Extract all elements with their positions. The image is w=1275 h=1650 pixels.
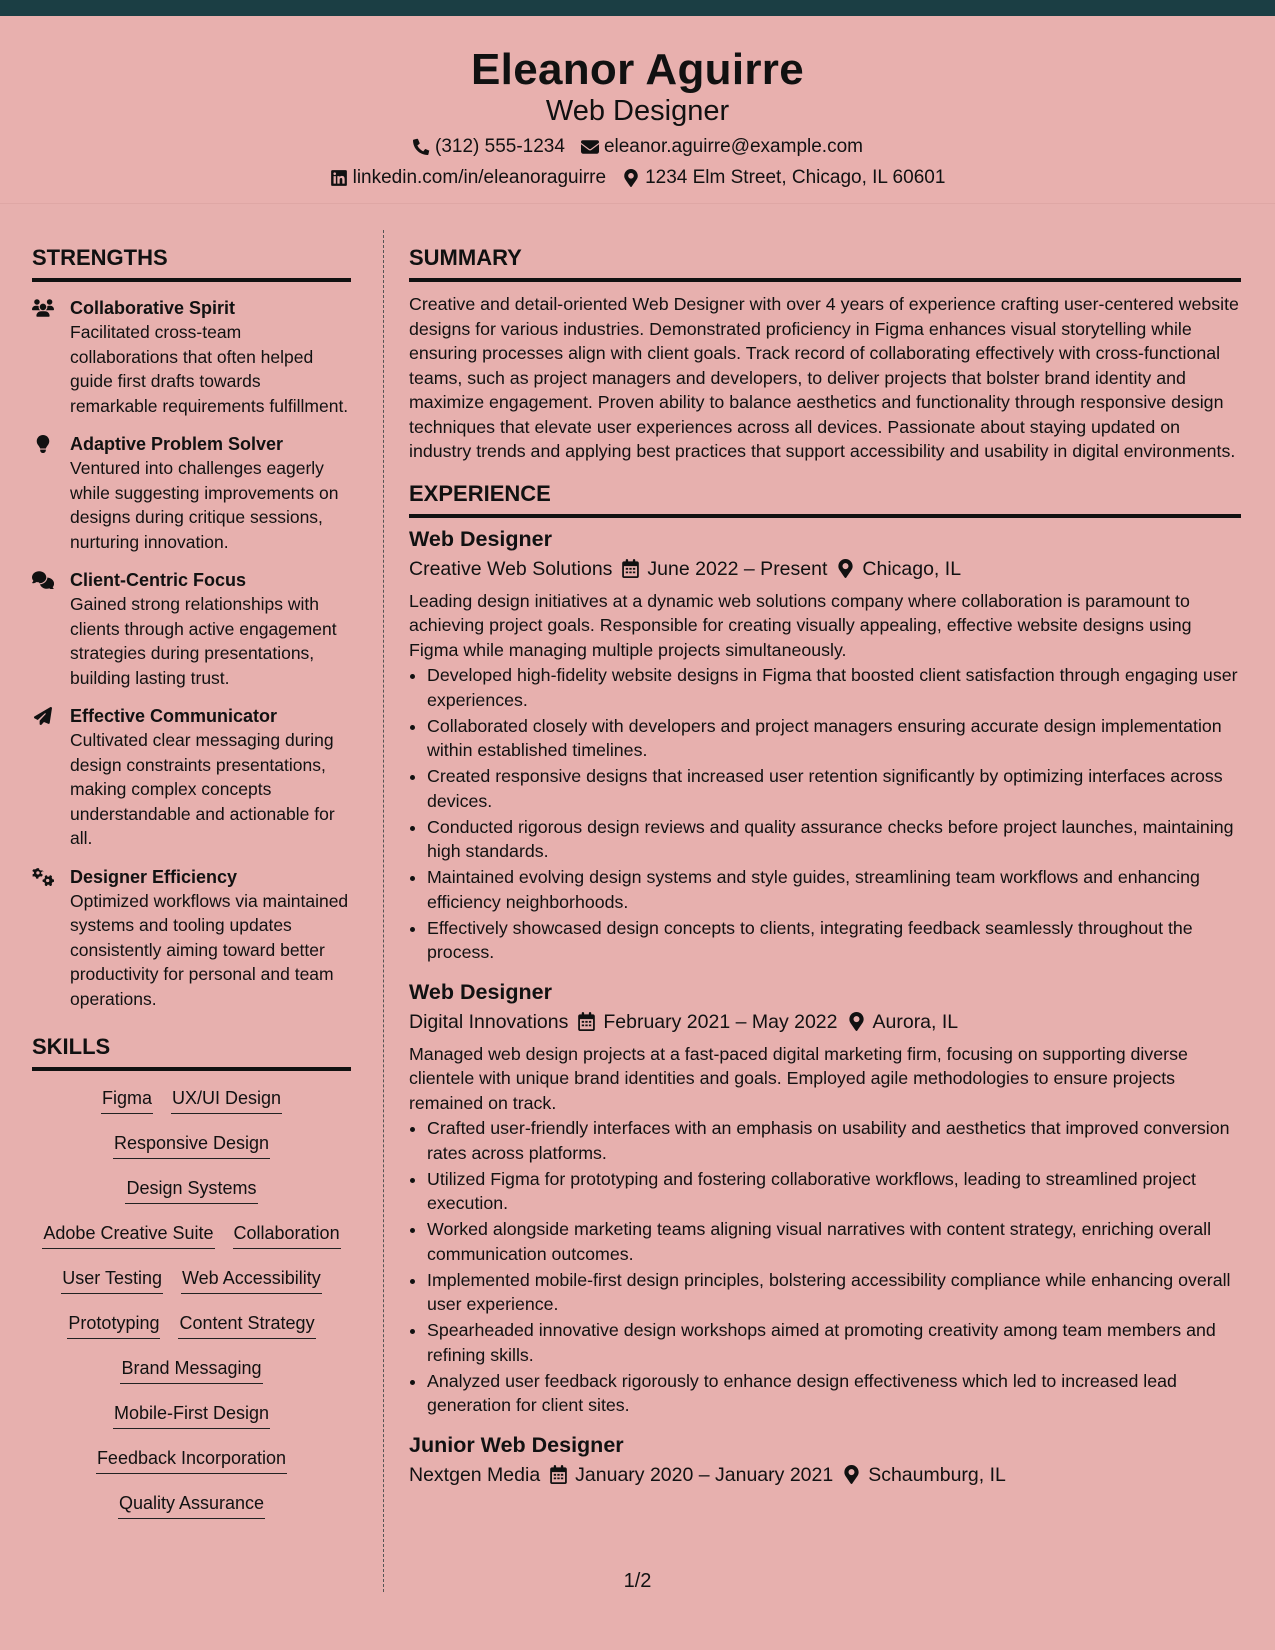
gears-icon (32, 868, 54, 886)
left-column (32, 244, 351, 1535)
skill-tag: Figma (101, 1085, 153, 1114)
skill-tag: Mobile-First Design (113, 1400, 270, 1429)
strength-desc: Cultivated clear messaging during design constraints presentations, making complex concepts understandable and actionable for all. (70, 730, 335, 848)
skills-heading: SKILLS (32, 1033, 351, 1071)
job-entry (409, 1430, 1241, 1489)
skill-tag: Prototyping (67, 1310, 160, 1339)
phone-contact (412, 135, 565, 159)
users-icon (32, 299, 54, 317)
skill-row (32, 1130, 351, 1175)
strength-item (32, 568, 351, 690)
skill-tag: Content Strategy (178, 1310, 315, 1339)
contact-line-2 (0, 166, 1275, 190)
experience-list (409, 524, 1241, 1489)
strength-title: Effective Communicator (70, 706, 278, 726)
skill-tag: Design Systems (125, 1175, 257, 1204)
job-bullet: • Developed high-fidelity website designs in Figma that boosted client satisfaction through engaging user experiences. (427, 663, 1241, 712)
email-text[interactable]: eleanor.aguirre@example.com (603, 136, 863, 157)
job-company: Digital Innovations (409, 1010, 569, 1033)
strength-title: Client-Centric Focus (70, 570, 247, 590)
skill-tag: User Testing (61, 1265, 163, 1294)
skill-row (32, 1355, 351, 1400)
skill-row (32, 1265, 351, 1310)
skill-tag: Collaboration (233, 1220, 341, 1249)
strength-title: Designer Efficiency (70, 866, 238, 887)
job-bullet: • Worked alongside marketing teams aligning visual narratives with content strategy, enriching overall communication outcomes. (427, 1217, 1241, 1266)
lightbulb-icon (32, 435, 54, 453)
candidate-title: Web Designer (545, 95, 730, 127)
job-dates-text: February 2021 – May 2022 (603, 1010, 838, 1033)
comments-icon (32, 571, 54, 589)
resume-header (0, 16, 1275, 204)
address-contact (622, 166, 945, 190)
envelope-icon (581, 138, 599, 156)
top-accent-bar (0, 0, 1275, 16)
skill-tag: Brand Messaging (120, 1355, 262, 1384)
job-bullet: • Analyzed user feedback rigorously to enhance design effectiveness which led to increased lead generation for client sites. (427, 1369, 1241, 1418)
header-divider (0, 203, 1275, 204)
skills-list (32, 1085, 351, 1535)
map-pin-icon (837, 559, 854, 578)
skill-tag: Feedback Incorporation (96, 1445, 287, 1474)
skill-row (32, 1220, 351, 1265)
strength-desc: Gained strong relationships with clients through active engagement strategies during presentations, building lasting trust. (70, 594, 337, 688)
map-pin-icon (848, 1012, 865, 1031)
skill-row (32, 1400, 351, 1445)
job-title: Web Designer (409, 526, 552, 551)
job-description: Managed web design projects at a fast-paced digital marketing firm, focusing on supporting diverse clientele with unique brand identities and goals. Employed agile methodologies to ensure projects remained on track. (409, 1043, 1188, 1113)
skill-row (32, 1310, 351, 1355)
job-entry (409, 524, 1241, 965)
job-bullet: • Implemented mobile-first design principles, bolstering accessibility compliance while enhancing overall user experience. (427, 1268, 1241, 1317)
contact-line-1 (0, 135, 1275, 159)
skill-tag: Quality Assurance (118, 1490, 265, 1519)
page-number: 1/2 (623, 1570, 652, 1592)
job-description: Leading design initiatives at a dynamic web solutions company where collaboration is paramount to achieving project goals. Responsible for creating visually appealing, effective website designs using Figma while managing multiple projects simultaneously. (409, 590, 1192, 660)
job-location-text: Schaumburg, IL (868, 1463, 1006, 1486)
job-dates-text: June 2022 – Present (647, 557, 828, 580)
job-entry (409, 977, 1241, 1418)
job-bullet: • Conducted rigorous design reviews and quality assurance checks before project launches, maintaining high standards. (427, 815, 1241, 864)
phone-text: (312) 555-1234 (435, 136, 565, 157)
job-company: Creative Web Solutions (409, 557, 613, 580)
strength-item (32, 296, 351, 418)
paper-plane-icon (32, 707, 54, 725)
linkedin-text[interactable]: linkedin.com/in/eleanoraguirre (352, 167, 607, 188)
summary-text: Creative and detail-oriented Web Designer with over 4 years of experience crafting user-centered website designs for various industries. Demonstrated proficiency in Figma enhances visual storytelling while ensuring processes align with client goals. Track record of collaborating effectively with cross-functional teams, such as project managers and developers, to deliver projects that bolster brand identity and maximize engagement. Proven ability to balance aesthetics and functionality through responsive design techniques that elevate user experiences across all devices. Passionate about staying updated on industry trends and applying best practices that support accessibility and usability in digital environments. (409, 294, 1239, 461)
job-bullet: • Collaborated closely with developers and project managers ensuring accurate design implementation within established timelines. (427, 714, 1241, 763)
job-dates-text: January 2020 – January 2021 (575, 1463, 834, 1486)
job-meta (409, 1008, 1241, 1036)
strength-item (32, 432, 351, 554)
job-location (843, 1461, 1006, 1489)
job-bullet: • Crafted user-friendly interfaces with an emphasis on usability and aesthetics that improved conversion rates across platforms. (427, 1116, 1241, 1165)
address-text: 1234 Elm Street, Chicago, IL 60601 (645, 167, 946, 188)
job-bullet: • Spearheaded innovative design workshops aimed at promoting creativity among team members and refining skills. (427, 1318, 1241, 1367)
skill-row (32, 1085, 351, 1130)
job-dates (550, 1461, 833, 1489)
column-divider (383, 230, 384, 1592)
strengths-heading: STRENGTHS (32, 244, 351, 282)
phone-icon (412, 138, 430, 156)
job-bullet: • Maintained evolving design systems and style guides, streamlining team workflows and enhancing efficiency neighborhoods. (427, 865, 1241, 914)
strength-desc: Optimized workflows via maintained systems and tooling updates consistently aiming toward better productivity for personal and team operations. (70, 890, 349, 1009)
job-meta (409, 1461, 1241, 1489)
skill-row (32, 1175, 351, 1220)
calendar-icon (550, 1465, 567, 1484)
summary-heading: SUMMARY (409, 244, 1241, 282)
strength-title: Collaborative Spirit (70, 298, 236, 318)
job-location-text: Chicago, IL (862, 557, 962, 580)
map-pin-icon (622, 169, 640, 187)
job-location (837, 555, 961, 583)
job-location-text: Aurora, IL (872, 1010, 959, 1033)
linkedin-contact[interactable] (330, 166, 606, 190)
job-dates (578, 1008, 837, 1036)
experience-heading: EXPERIENCE (409, 480, 1241, 518)
job-bullets (409, 663, 1241, 965)
linkedin-icon (330, 169, 348, 187)
skill-row (32, 1445, 351, 1490)
job-company: Nextgen Media (409, 1463, 541, 1486)
calendar-icon (578, 1012, 595, 1031)
skill-tag: UX/UI Design (171, 1085, 282, 1114)
job-bullet: • Created responsive designs that increased user retention significantly by optimizing interfaces across devices. (427, 764, 1241, 813)
skill-tag: Responsive Design (113, 1130, 270, 1159)
strength-title: Adaptive Problem Solver (70, 434, 284, 454)
strength-item (32, 704, 351, 851)
skill-tag: Web Accessibility (181, 1265, 322, 1294)
job-location (848, 1008, 959, 1036)
strength-item (32, 865, 351, 1012)
calendar-icon (622, 559, 639, 578)
candidate-name: Eleanor Aguirre (471, 45, 804, 94)
map-pin-icon (843, 1465, 860, 1484)
strength-desc: Facilitated cross-team collaborations that often helped guide first drafts towards remarkable requirements fulfillment. (70, 322, 349, 416)
right-column (409, 244, 1241, 1489)
job-dates (622, 555, 827, 583)
skill-tag: Adobe Creative Suite (42, 1220, 214, 1249)
email-contact[interactable] (581, 135, 863, 159)
job-bullet: • Utilized Figma for prototyping and fostering collaborative workflows, leading to streamlined project execution. (427, 1167, 1241, 1216)
job-title: Web Designer (409, 979, 552, 1004)
job-bullets (409, 1116, 1241, 1418)
job-title: Junior Web Designer (409, 1432, 624, 1457)
job-meta (409, 555, 1241, 583)
skill-row (32, 1490, 351, 1535)
strength-desc: Ventured into challenges eagerly while suggesting improvements on designs during critique sessions, nurturing innovation. (70, 458, 339, 552)
job-bullet: • Effectively showcased design concepts to clients, integrating feedback seamlessly throughout the process. (427, 916, 1241, 965)
